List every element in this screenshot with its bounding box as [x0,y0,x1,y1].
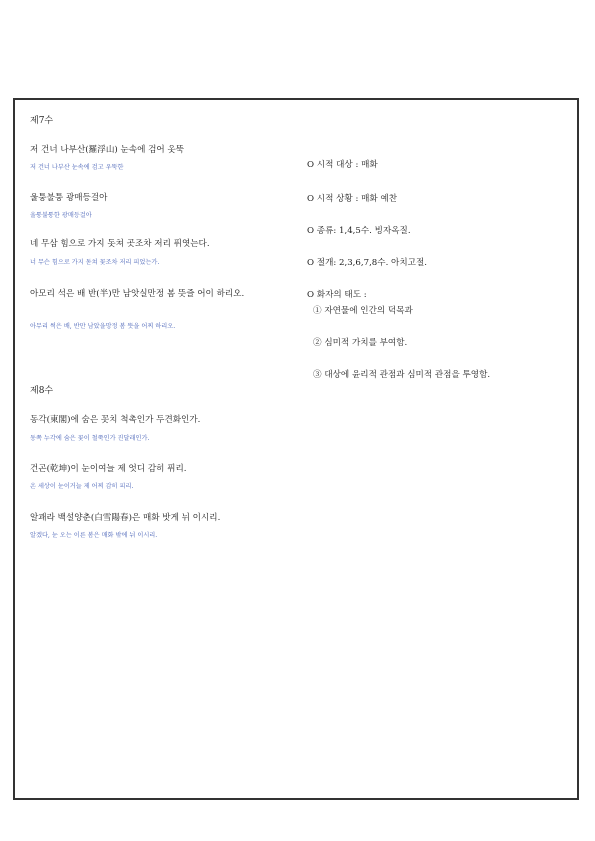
note-attitude-3: ③ 대상에 윤리적 관점과 심미적 관점을 투영함. [313,370,491,380]
poem7-line-1: 저 건너 나부산(羅浮山) 눈속에 검어 옷뚝 [30,145,185,155]
poem7-gloss-3: 너 무슨 힘으로 가지 돋쳐 꽃조차 저리 피었는가. [30,259,160,266]
poem7-line-2: 울퉁불퉁 광매등걸아 [30,193,108,203]
poem8-line-3: 알괘라 백설양춘(白雪陽春)은 매화 밧게 뉘 이시리. [30,513,221,523]
note-subject: O 시적 대상 : 매화 [307,160,378,170]
poem7-line-4: 아모리 석은 배 반(半)만 남앗실만정 봄 뜻즐 어이 하리오. [30,289,245,299]
poem8-gloss-1: 동쪽 누각에 숨은 꽃이 철쭉인가 진달래인가. [30,435,150,442]
poem8-gloss-2: 온 세상이 눈이거늘 제 어찌 감히 피리. [30,483,134,490]
note-attitude-heading: O 화자의 태도 : [307,290,367,300]
note-integrity: O 절개: 2,3,6,7,8수. 아치고절. [307,258,427,268]
poem7-gloss-1: 저 건너 나부산 눈속에 검고 우뚝한 [30,164,124,171]
note-genre: O 종류: 1,4,5수. 빙자옥질. [307,226,411,236]
poem8-line-2: 건곤(乾坤)이 눈이여늘 제 엇디 감히 퓌리. [30,464,187,474]
poem8-gloss-3: 알겠다, 눈 오는 이른 봄은 매화 밖에 뉘 이시리. [30,532,158,539]
poem7-gloss-2: 울퉁불퉁한 광매등걸아 [30,212,92,219]
poem8-line-1: 동각(東閣)에 숨은 꼿치 척촉인가 두견화인가. [30,415,201,425]
note-attitude-1: ① 자연물에 인간의 덕목과 [313,306,413,316]
note-attitude-2: ② 심미적 가치를 부여함. [313,338,408,348]
poem7-line-3: 네 무삼 힘으로 가지 돗쳐 곳조차 저리 퓌엿는다. [30,239,210,249]
poem7-gloss-4: 아무리 썩은 배, 반만 남았을망정 봄 뜻을 어찌 하리오. [30,323,176,330]
poem7-title: 제7수 [30,116,54,126]
poem8-title: 제8수 [30,386,54,396]
note-situation: O 시적 상황 : 매화 예찬 [307,194,398,204]
